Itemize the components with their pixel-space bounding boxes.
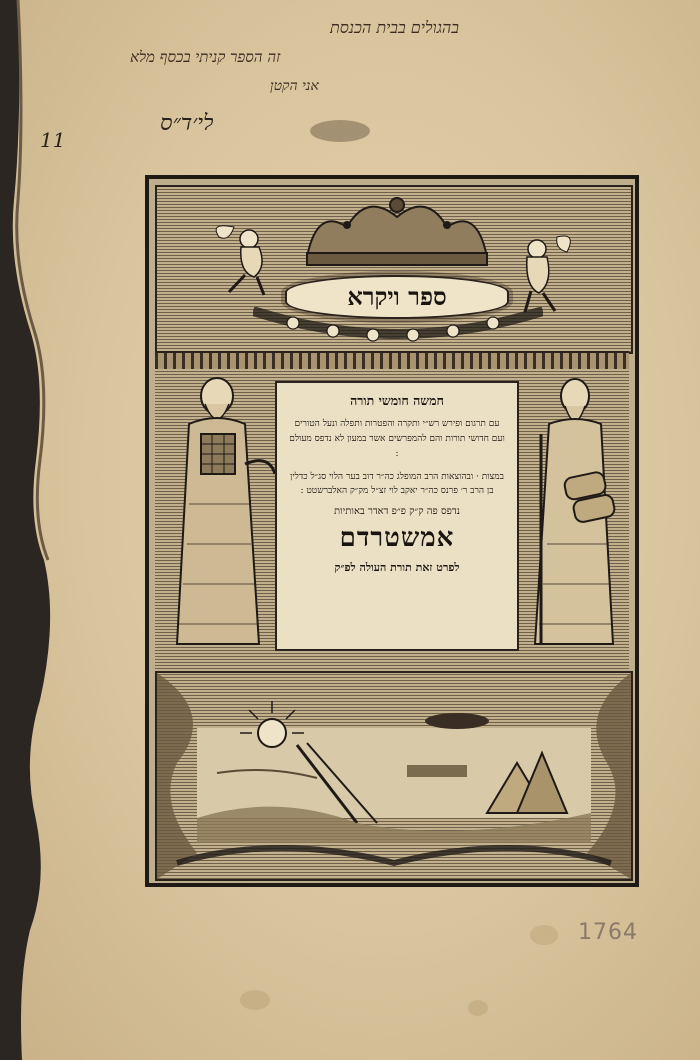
moses-figure-icon xyxy=(521,374,629,659)
book-title: ספר ויקרא xyxy=(285,275,509,319)
damaged-left-edge xyxy=(0,0,58,1060)
engraved-title-frame xyxy=(145,175,639,887)
handwritten-inscription-3: אני הקטן xyxy=(270,78,319,94)
bottom-landscape-band xyxy=(155,671,633,881)
printed-line: נדפס פה ק״ק פ״פ דאדר באותיות xyxy=(334,506,460,517)
cherub-left-icon xyxy=(209,217,289,297)
cherub-right-icon xyxy=(497,227,577,317)
landscape-scene-icon xyxy=(157,673,631,879)
pencil-year-annotation: 1764 xyxy=(578,920,638,945)
cornice xyxy=(155,351,629,371)
handwritten-inscription-2: זה הספר קניתי בכסף מלא xyxy=(130,48,281,66)
top-band xyxy=(155,185,633,354)
main-heading: חמשה חומשי תורה xyxy=(350,393,444,408)
handwritten-inscription-1: בהגולים בבית הכנסת xyxy=(330,18,459,37)
title-text-panel xyxy=(275,381,519,651)
city-name: אמשטרדם xyxy=(339,523,455,553)
contents-description: עם תרגום ופירש רש״י ותקרה והפטרות ותפלה ונעל הטורים ועם חדושי תורות והם להמפרשים אשר במעון לא נדפס מעולם : xyxy=(289,419,505,459)
patron-line: במצות · ובהוצאות הרב המופלג כה״ר דוב בער הלוי סג״ל כדלין בן הרב ר׳ פרנס כה״ר יאקב לוי זצ״ל מק״ק האלברשטט : xyxy=(290,472,504,496)
aaron-figure-icon xyxy=(159,374,277,659)
margin-hebrew-note: לי׳ד״ס xyxy=(160,111,214,136)
margin-number: 11 xyxy=(40,128,66,152)
year-line: לפרט זאת תורת העולה לפ״ק xyxy=(334,561,460,574)
crown-icon xyxy=(287,187,507,277)
